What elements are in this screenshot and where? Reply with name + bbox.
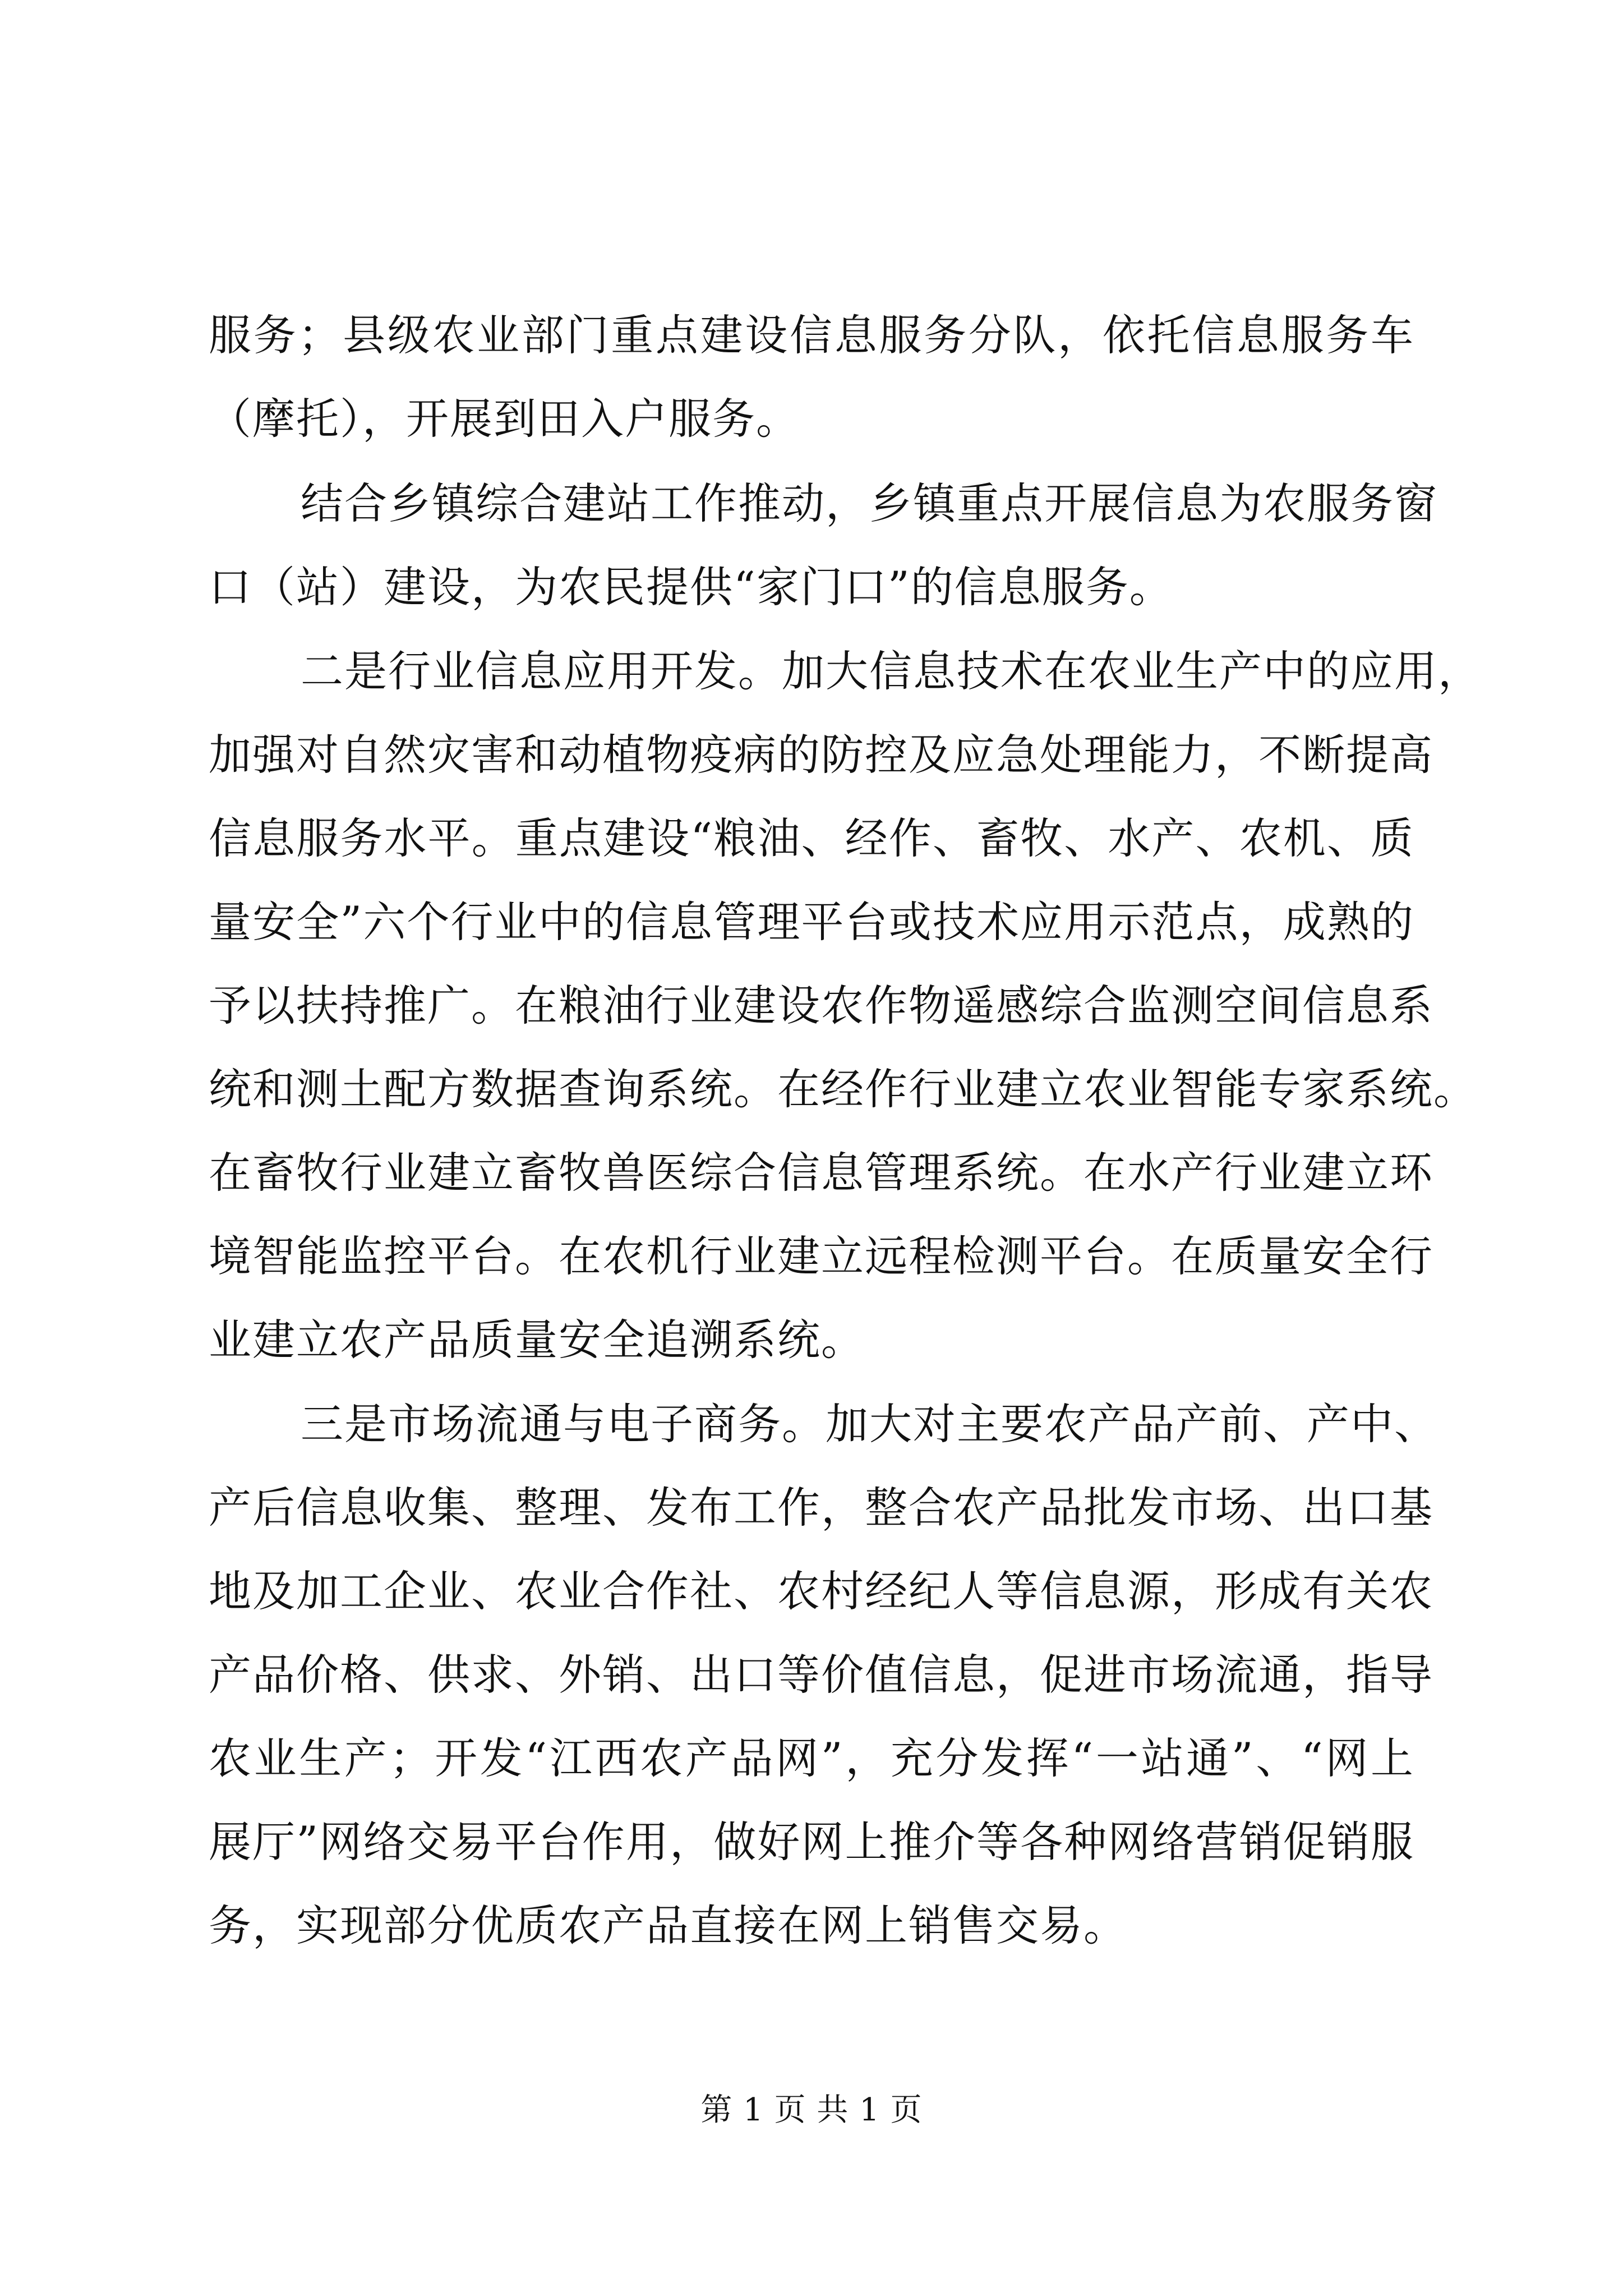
paragraph-4-line-3: 地及加工企业、农业合作社、农村经纪人等信息源，形成有关农 (209, 1566, 1433, 1616)
paragraph-3-line-1: 二是行业信息应用开发。加大信息技术在农业生产中的应用， (301, 646, 1482, 696)
paragraph-4-line-1: 三是市场流通与电子商务。加大对主要农产品产前、产中、 (301, 1399, 1438, 1449)
paragraph-3-line-9: 业建立农产品质量安全追溯系统。 (209, 1315, 865, 1365)
paragraph-4-line-7: 务，实现部分优质农产品直接在网上销售交易。 (209, 1901, 1127, 1950)
paragraph-4-line-2: 产后信息收集、整理、发布工作，整合农产品批发市场、出口基 (209, 1483, 1433, 1533)
paragraph-3-line-5: 予以扶持推广。在粮油行业建设农作物遥感综合监测空间信息系 (209, 981, 1433, 1030)
paragraph-3-line-3: 信息服务水平。重点建设“粮油、经作、畜牧、水产、农机、质 (209, 813, 1414, 863)
paragraph-3-line-6: 统和测土配方数据查询系统。在经作行业建立农业智能专家系统。 (209, 1064, 1477, 1114)
paragraph-4-line-6: 展厅”网络交易平台作用，做好网上推介等各种网络营销促销服 (209, 1817, 1414, 1867)
paragraph-2-line-2: 口（站）建设，为农民提供“家门口”的信息服务。 (209, 562, 1173, 612)
paragraph-3-line-7: 在畜牧行业建立畜牧兽医综合信息管理系统。在水产行业建立环 (209, 1148, 1433, 1198)
paragraph-3-line-4: 量安全”六个行业中的信息管理平台或技术应用示范点，成熟的 (209, 897, 1414, 947)
paragraph-2-line-1: 结合乡镇综合建站工作推动，乡镇重点开展信息为农服务窗 (301, 478, 1438, 528)
paragraph-3-line-2: 加强对自然灾害和动植物疫病的防控及应急处理能力，不断提高 (209, 730, 1433, 780)
paragraph-1-line-2: （摩托），开展到田入户服务。 (209, 394, 800, 444)
paragraph-4-line-4: 产品价格、供求、外销、出口等价值信息，促进市场流通，指导 (209, 1650, 1433, 1700)
paragraph-1-line-1: 服务；县级农业部门重点建设信息服务分队，依托信息服务车 (209, 310, 1414, 360)
paragraph-4-line-5: 农业生产；开发“江西农产品网”，充分发挥“一站通”、“网上 (209, 1733, 1414, 1783)
paragraph-3-line-8: 境智能监控平台。在农机行业建立远程检测平台。在质量安全行 (209, 1231, 1433, 1281)
page-number-footer: 第 1 页 共 1 页 (700, 2092, 923, 2128)
